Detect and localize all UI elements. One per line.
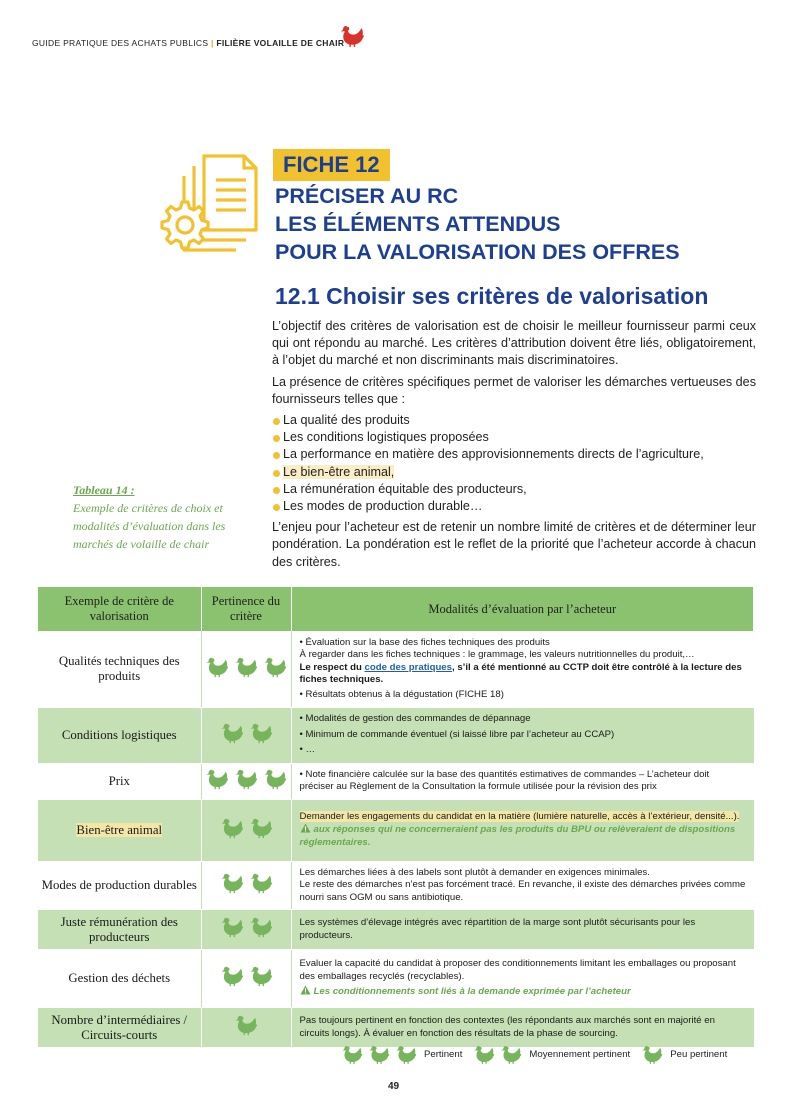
eval-line: • … [299, 744, 316, 756]
warning-icon [300, 985, 311, 995]
page-header [32, 38, 344, 48]
bullet-text: Le bien-être animal, [283, 464, 395, 479]
relevance-hens [219, 722, 274, 744]
hen-icon [248, 722, 274, 744]
fiche-badge: FICHE 12 [273, 149, 390, 181]
criterion-cell: Gestion des déchets [38, 950, 201, 1008]
warning-text: aux réponses qui ne concerneraient pas les produits du BPU ou relèveraient de dispositions réglementaires. [299, 824, 736, 848]
evaluation-cell [291, 950, 754, 1008]
bullet-text: La performance en matière des approvisionnements directs de l’agriculture, [283, 447, 704, 462]
relevance-hens [219, 965, 274, 987]
criterion-cell: Nombre d’intermédiaires / Circuits-courts [38, 1008, 201, 1048]
table-header-row [38, 587, 754, 631]
evaluation-cell [291, 707, 754, 763]
table-row [38, 1008, 754, 1048]
section-title: 12.1 Choisir ses critères de valorisation [275, 283, 709, 309]
hen-icon [262, 768, 288, 790]
legend-hens-medium [472, 1044, 523, 1065]
bullet-item [272, 412, 756, 429]
fiche-title-line: POUR LA VALORISATION DES OFFRES [275, 240, 680, 264]
relevance-legend [340, 1044, 737, 1065]
table-row [38, 631, 754, 707]
table-row [38, 910, 754, 950]
eval-line: • Modalités de gestion des commandes de dépannage [299, 713, 531, 725]
hen-icon [248, 872, 274, 894]
body-paragraph: L’objectif des critères de valorisation est de choisir le meilleur fournisseur parmi ceux qui ont répondu au marché. Les critères d’attribution doivent être liés, obligatoirement, à l’objet du marché et non discriminants mais discriminatoires. [272, 319, 756, 368]
criterion-cell: Juste rémunération des producteurs [38, 910, 201, 950]
legend-label-high: Pertinent [424, 1049, 463, 1060]
eval-line: Les systèmes d’élevage intégrés avec répartition de la marge sont plutôt sécurisants pour les producteurs. [299, 917, 696, 941]
relevance-cell [201, 861, 291, 910]
relevance-cell [201, 950, 291, 1008]
hen-icon [233, 656, 259, 678]
bullet-item [272, 498, 756, 515]
document-gear-icon [160, 150, 260, 260]
evaluation-cell [291, 763, 754, 799]
relevance-hens [233, 1014, 259, 1036]
bullet-item [272, 446, 756, 463]
table-row [38, 861, 754, 910]
header-guide-title: GUIDE PRATIQUE DES ACHATS PUBLICS [32, 38, 209, 48]
hen-icon [219, 916, 245, 938]
red-hen-logo-icon [338, 22, 366, 50]
hen-icon [394, 1044, 418, 1065]
hen-icon [640, 1044, 664, 1065]
eval-line [300, 811, 746, 824]
eval-warning-line [300, 823, 746, 849]
fiche-title-line: LES ÉLÉMENTS ATTENDUS [275, 212, 561, 236]
relevance-cell [201, 910, 291, 950]
eval-line: Evaluer la capacité du candidat à proposer des conditionnements limitant les emballages ou proposant des emballages recyclés (recyclables). [299, 958, 736, 982]
eval-line: À regarder dans les fiches techniques : le grammage, les valeurs nutritionnelles du produit,… [299, 649, 695, 660]
hen-icon [262, 656, 288, 678]
evaluation-cell [291, 631, 754, 707]
header-filiere-title: FILIÈRE VOLAILLE DE CHAIR [216, 38, 345, 48]
relevance-hens [204, 656, 288, 678]
legend-label-low: Peu pertinent [670, 1049, 728, 1060]
page-number: 49 [388, 1081, 400, 1092]
hen-icon [219, 872, 245, 894]
warning-text: Les conditionnements sont liés à la demande exprimée par l’acheteur [313, 986, 631, 998]
evaluation-cell [291, 799, 754, 861]
eval-line: • Note financière calculée sur la base des quantités estimatives de commandes – L’acheteur doit préciser au Règlement de la Consultation la formule utilisée pour la révision des prix [299, 768, 710, 792]
relevance-hens [219, 916, 274, 938]
eval-line: • Résultats obtenus à la dégustation (FICHE 18) [299, 688, 504, 700]
hen-icon [248, 965, 274, 987]
relevance-cell [201, 707, 291, 763]
hen-icon [233, 1014, 259, 1036]
hen-icon [219, 965, 245, 987]
eval-line: Pas toujours pertinent en fonction des contextes (les répondants aux marchés sont en majorité en circuits longs). À évaluer en fonction des résultats de la phase de sourcing. [299, 1015, 715, 1039]
header-criterion: Exemple de critère de valorisation [38, 587, 201, 631]
evaluation-cell [291, 861, 754, 910]
hen-icon [340, 1044, 364, 1065]
warning-icon [300, 823, 311, 833]
code-des-pratiques-link[interactable]: code des pratiques [364, 661, 452, 673]
table-row [38, 763, 754, 799]
criterion-cell: Prix [38, 763, 201, 799]
table-caption [73, 481, 253, 553]
hen-icon [499, 1044, 523, 1065]
table-row [38, 799, 754, 861]
eval-highlighted-text: Demander les engagements du candidat en la matière (lumière naturelle, accès à l’extérieur, densité...). [299, 810, 740, 822]
header-separator: | [211, 38, 214, 48]
hen-icon [472, 1044, 496, 1065]
evaluation-cell [291, 910, 754, 950]
bullet-text: La qualité des produits [283, 413, 410, 428]
criterion-cell: Modes de production durables [38, 861, 201, 910]
bullet-text: Les modes de production durable… [283, 499, 483, 514]
relevance-hens [219, 872, 274, 894]
relevance-hens [204, 768, 288, 790]
criterion-cell: Conditions logistiques [38, 707, 201, 763]
bullet-text: Les conditions logistiques proposées [283, 430, 489, 445]
fiche-title-line: PRÉCISER AU RC [275, 184, 459, 208]
criterion-highlighted-text: Bien-être animal [76, 822, 163, 837]
hen-icon [204, 656, 230, 678]
bullet-item-highlighted [272, 464, 756, 481]
hen-icon [219, 722, 245, 744]
legend-hens-high [340, 1044, 418, 1065]
body-text [272, 318, 756, 575]
eval-line [300, 662, 746, 687]
hen-icon [367, 1044, 391, 1065]
hen-icon [219, 817, 245, 839]
legend-label-medium: Moyennement pertinent [529, 1049, 631, 1060]
hen-icon [204, 768, 230, 790]
criteria-bullet-list [272, 412, 756, 515]
eval-bold-text: Le respect du [299, 661, 365, 673]
criterion-cell [38, 799, 201, 861]
criteria-table [38, 587, 754, 1048]
bullet-text: La rémunération équitable des producteurs, [283, 481, 527, 496]
table-row [38, 707, 754, 763]
fiche-title [275, 182, 680, 266]
eval-bold-text: , s’il a été mentionné au CCTP doit être contrôlé à la lecture des fiches techniques. [299, 661, 742, 685]
bullet-item [272, 429, 756, 446]
caption-text: Exemple de critères de choix et modalités d’évaluation dans les marchés de volaille de chair [73, 501, 226, 551]
header-relevance: Pertinence du critère [201, 587, 291, 631]
caption-title: Tableau 14 : [73, 483, 135, 497]
relevance-cell [201, 1008, 291, 1048]
relevance-cell [201, 763, 291, 799]
body-paragraph: L’enjeu pour l’acheteur est de retenir un nombre limité de critères et de déterminer leur pondération. La pondération est le reflet de la priorité que l’acheteur accorde à chacun des critères. [272, 520, 756, 569]
body-paragraph: La présence de critères spécifiques permet de valoriser les démarches vertueuses des fournisseurs telles que : [272, 374, 756, 406]
relevance-cell [201, 799, 291, 861]
bullet-item [272, 481, 756, 498]
header-evaluation: Modalités d’évaluation par l’acheteur [291, 587, 754, 631]
hen-icon [233, 768, 259, 790]
eval-line: Le reste des démarches n’est pas forcément tracé. En revanche, il existe des démarches privées comme nourri sans OGM ou sans antibiotique. [299, 879, 746, 903]
criterion-cell: Qualités techniques des produits [38, 631, 201, 707]
legend-hens-low [640, 1044, 664, 1065]
eval-line: Les démarches liées à des labels sont plutôt à demander en exigences minimales. [299, 866, 650, 878]
eval-line: • Évaluation sur la base des fiches techniques des produits [299, 636, 550, 648]
hen-icon [248, 817, 274, 839]
evaluation-cell [291, 1008, 754, 1048]
hen-icon [248, 916, 274, 938]
table-row [38, 950, 754, 1008]
eval-line: • Minimum de commande éventuel (si laissé libre par l’acheteur au CCAP) [299, 728, 615, 740]
relevance-hens [219, 817, 274, 839]
eval-warning-line [300, 985, 746, 999]
relevance-cell [201, 631, 291, 707]
